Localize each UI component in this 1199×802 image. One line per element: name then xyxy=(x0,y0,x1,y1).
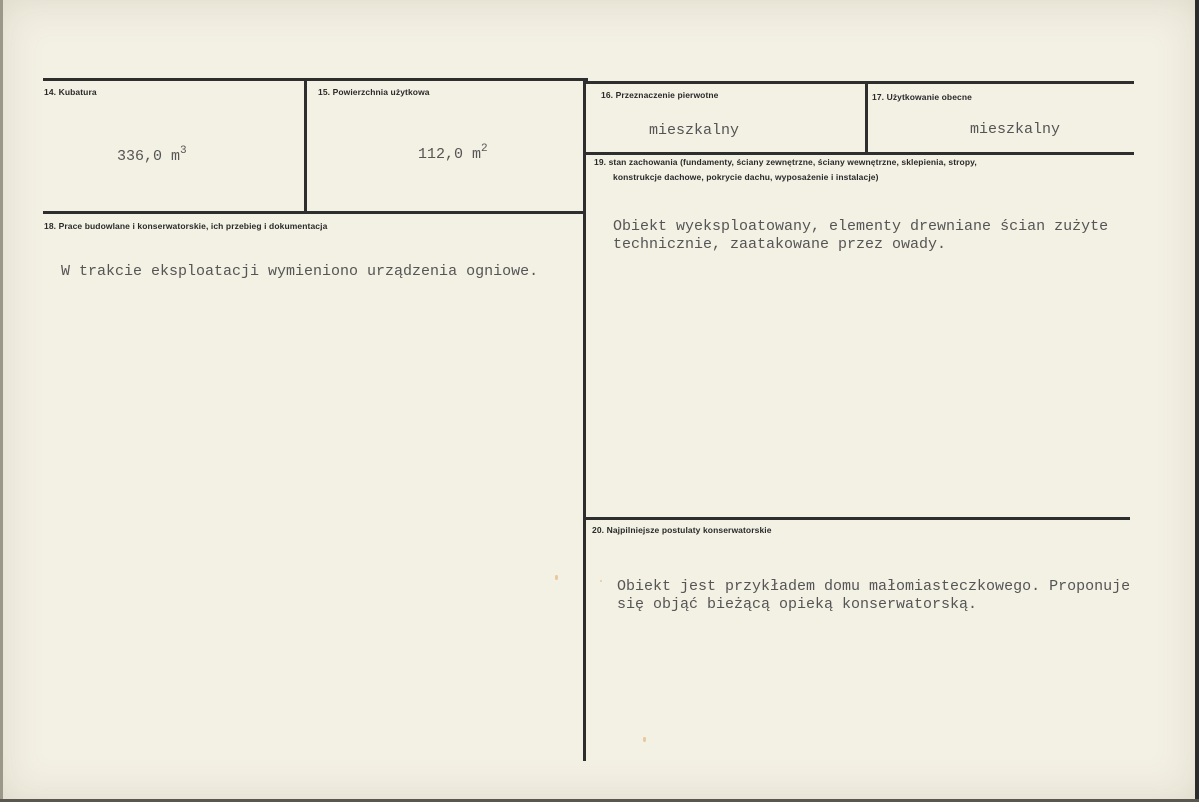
field-20-value: Obiekt jest przykładem domu małomiasteczkowego. Proponuje się objąć bieżącą opieką konserwatorską. xyxy=(617,578,1131,613)
field-15-number: 112,0 m xyxy=(418,146,482,163)
paper-speck xyxy=(600,580,602,582)
paper-speck xyxy=(555,575,558,580)
divider-16-17 xyxy=(865,83,868,152)
field-16-label: 16. Przeznaczenie pierwotne xyxy=(601,90,719,100)
rule-under-14-15 xyxy=(43,211,586,214)
rule-under-16-17 xyxy=(586,152,1134,155)
field-18-value: W trakcie eksploatacji wymieniono urządzenia ogniowe. xyxy=(61,263,539,280)
top-rule-left xyxy=(43,78,588,81)
field-15-label: 15. Powierzchnia użytkowa xyxy=(318,87,430,97)
field-19-label-line2: konstrukcje dachowe, pokrycie dachu, wyposażenie i instalacje) xyxy=(613,172,879,182)
field-14-exponent: 3 xyxy=(180,145,187,157)
field-16-value: mieszkalny xyxy=(649,122,740,139)
card-right-edge xyxy=(1195,0,1199,802)
field-17-label: 17. Użytkowanie obecne xyxy=(872,92,972,102)
divider-14-15 xyxy=(304,79,307,213)
field-18-label: 18. Prace budowlane i konserwatorskie, ich przebieg i dokumentacja xyxy=(44,221,328,231)
field-20-label: 20. Najpilniejsze postulaty konserwatorskie xyxy=(592,525,772,535)
field-19-label-line1: 19. stan zachowania (fundamenty, ściany zewnętrzne, ściany wewnętrzne, sklepienia, stropy, xyxy=(594,157,977,167)
field-14-number: 336,0 m xyxy=(117,148,181,165)
field-15-exponent: 2 xyxy=(481,143,488,155)
field-14-label: 14. Kubatura xyxy=(44,87,97,97)
top-rule-right xyxy=(586,81,1134,84)
rule-above-20 xyxy=(584,517,1130,520)
center-divider xyxy=(583,79,586,761)
card-left-edge xyxy=(0,0,3,802)
field-19-value: Obiekt wyeksploatowany, elementy drewniane ścian zużyte technicznie, zaatakowane przez owady. xyxy=(613,218,1109,253)
field-14-value xyxy=(117,142,187,166)
paper-speck xyxy=(643,737,646,742)
field-17-value: mieszkalny xyxy=(970,121,1061,138)
field-15-value xyxy=(418,140,488,164)
